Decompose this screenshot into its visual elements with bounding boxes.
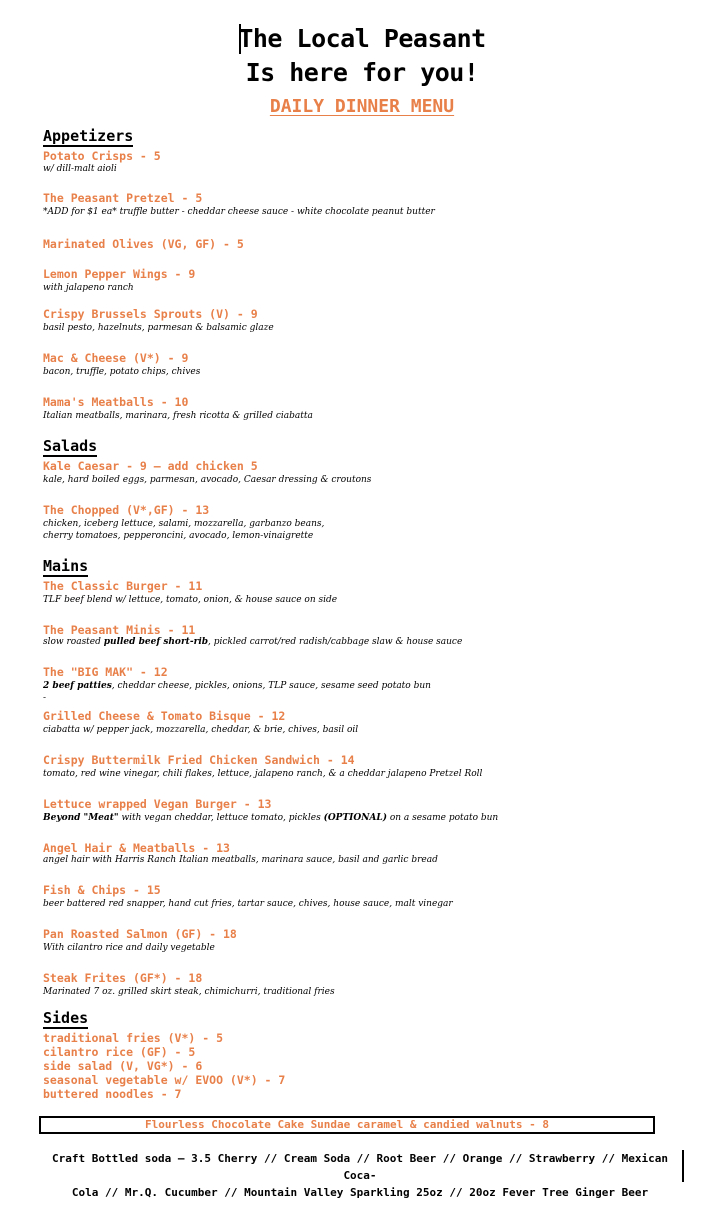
menu-item-desc: kale, hard boiled eggs, parmesan, avocado, Caesar dressing & croutons bbox=[43, 475, 372, 485]
soda-line-2: Cola // Mr.Q. Cucumber // Mountain Valley Sparkling 25oz // 20oz Fever Tree Ginger Beer bbox=[71, 1186, 649, 1199]
menu-item-desc: chicken, iceberg lettuce, salami, mozzarella, garbanzo beans, bbox=[43, 519, 325, 529]
menu-item-desc bbox=[43, 812, 498, 824]
side-item: side salad (V, VG*) - 6 bbox=[43, 1059, 203, 1073]
section-salads: Salads bbox=[43, 437, 98, 455]
side-item: cilantro rice (GF) - 5 bbox=[43, 1045, 196, 1059]
text-cursor-bar bbox=[682, 1150, 684, 1182]
menu-item-name: Fish & Chips - 15 bbox=[43, 883, 161, 897]
menu-item-name: The Classic Burger - 11 bbox=[43, 579, 203, 593]
menu-item-name: Steak Frites (GF*) - 18 bbox=[43, 971, 203, 985]
menu-item-desc: angel hair with Harris Ranch Italian meatballs, marinara sauce, basil and garlic bread bbox=[43, 855, 438, 865]
title-line-1: The Local Peasant bbox=[238, 24, 486, 53]
desc-bold: Beyond "Meat" bbox=[43, 813, 119, 823]
soda-line-1: Craft Bottled soda – 3.5 Cherry // Cream Soda // Root Beer // Orange // Strawberry // Mexican Coca- bbox=[52, 1152, 668, 1182]
menu-item-name: Pan Roasted Salmon (GF) - 18 bbox=[43, 927, 237, 941]
desc-bold: 2 beef patties bbox=[43, 681, 112, 691]
stray-dash: - bbox=[43, 693, 47, 703]
menu-item-name: The Peasant Pretzel - 5 bbox=[43, 191, 203, 205]
menu-item-desc-line2: cherry tomatoes, pepperoncini, avocado, lemon-vinaigrette bbox=[43, 531, 314, 541]
menu-item-name: Kale Caesar - 9 – add chicken 5 bbox=[43, 459, 258, 473]
menu-item-name: Lettuce wrapped Vegan Burger - 13 bbox=[43, 797, 272, 811]
menu-item-name: Lemon Pepper Wings - 9 bbox=[43, 267, 196, 281]
menu-item-desc: *ADD for $1 ea* truffle butter - cheddar cheese sauce - white chocolate peanut butter bbox=[43, 207, 435, 217]
menu-subtitle bbox=[0, 96, 724, 117]
menu-item-desc: basil pesto, hazelnuts, parmesan & balsamic glaze bbox=[43, 323, 274, 333]
desc-bold: pulled beef short-rib bbox=[103, 637, 209, 647]
side-item: traditional fries (V*) - 5 bbox=[43, 1031, 224, 1045]
menu-item-desc: TLF beef blend w/ lettuce, tomato, onion, & house sauce on side bbox=[43, 595, 338, 605]
desc-part: on a sesame potato bun bbox=[387, 813, 499, 823]
section-mains: Mains bbox=[43, 557, 89, 575]
menu-item-name: Mama's Meatballs - 10 bbox=[43, 395, 189, 409]
menu-item-desc bbox=[43, 680, 431, 692]
menu-item-name: Mac & Cheese (V*) - 9 bbox=[43, 351, 189, 365]
menu-item-desc: beer battered red snapper, hand cut fries, tartar sauce, chives, house sauce, malt vinegar bbox=[43, 899, 453, 909]
subtitle-text: DAILY DINNER MENU bbox=[269, 96, 455, 117]
menu-item-name: The Chopped (V*,GF) - 13 bbox=[43, 503, 210, 517]
menu-item-name: Potato Crisps - 5 bbox=[43, 149, 161, 163]
menu-item-name: The "BIG MAK" - 12 bbox=[43, 665, 168, 679]
side-item: buttered noodles - 7 bbox=[43, 1087, 182, 1101]
menu-item-desc: ciabatta w/ pepper jack, mozzarella, cheddar, & brie, chives, basil oil bbox=[43, 725, 359, 735]
soda-list bbox=[40, 1150, 680, 1201]
menu-item-name: Crispy Brussels Sprouts (V) - 9 bbox=[43, 307, 258, 321]
menu-item-name: Marinated Olives (VG, GF) - 5 bbox=[43, 237, 244, 251]
menu-item-desc: Marinated 7 oz. grilled skirt steak, chimichurri, traditional fries bbox=[43, 987, 335, 997]
menu-item-desc: With cilantro rice and daily vegetable bbox=[43, 943, 215, 953]
menu-item-desc: tomato, red wine vinegar, chili flakes, lettuce, jalapeno ranch, & a cheddar jalapeno Pretzel Roll bbox=[43, 769, 483, 779]
desc-part: , pickled carrot/red radish/cabbage slaw & house sauce bbox=[208, 637, 463, 647]
menu-item-desc: Italian meatballs, marinara, fresh ricotta & grilled ciabatta bbox=[43, 411, 313, 421]
menu-item-desc: w/ dill-malt aioli bbox=[43, 164, 117, 174]
menu-item-name: Angel Hair & Meatballs - 13 bbox=[43, 841, 230, 855]
desc-part: with vegan cheddar, lettuce tomato, pickles bbox=[118, 813, 324, 823]
menu-item-desc: bacon, truffle, potato chips, chives bbox=[43, 367, 201, 377]
menu-item-name: The Peasant Minis - 11 bbox=[43, 623, 196, 637]
menu-item-desc bbox=[43, 636, 462, 648]
dessert-box: Flourless Chocolate Cake Sundae caramel & candied walnuts - 8 bbox=[39, 1116, 655, 1134]
desc-part: slow roasted bbox=[43, 637, 104, 647]
section-appetizers: Appetizers bbox=[43, 127, 134, 145]
menu-item-name: Crispy Buttermilk Fried Chicken Sandwich - 14 bbox=[43, 753, 355, 767]
title-line-2: Is here for you! bbox=[245, 58, 479, 87]
menu-item-name: Grilled Cheese & Tomato Bisque - 12 bbox=[43, 709, 286, 723]
desc-part: , cheddar cheese, pickles, onions, TLP sauce, sesame seed potato bun bbox=[111, 681, 431, 691]
side-item: seasonal vegetable w/ EVOO (V*) - 7 bbox=[43, 1073, 286, 1087]
desc-bold: (OPTIONAL) bbox=[323, 813, 387, 823]
menu-item-desc: with jalapeno ranch bbox=[43, 283, 134, 293]
section-sides: Sides bbox=[43, 1009, 89, 1027]
